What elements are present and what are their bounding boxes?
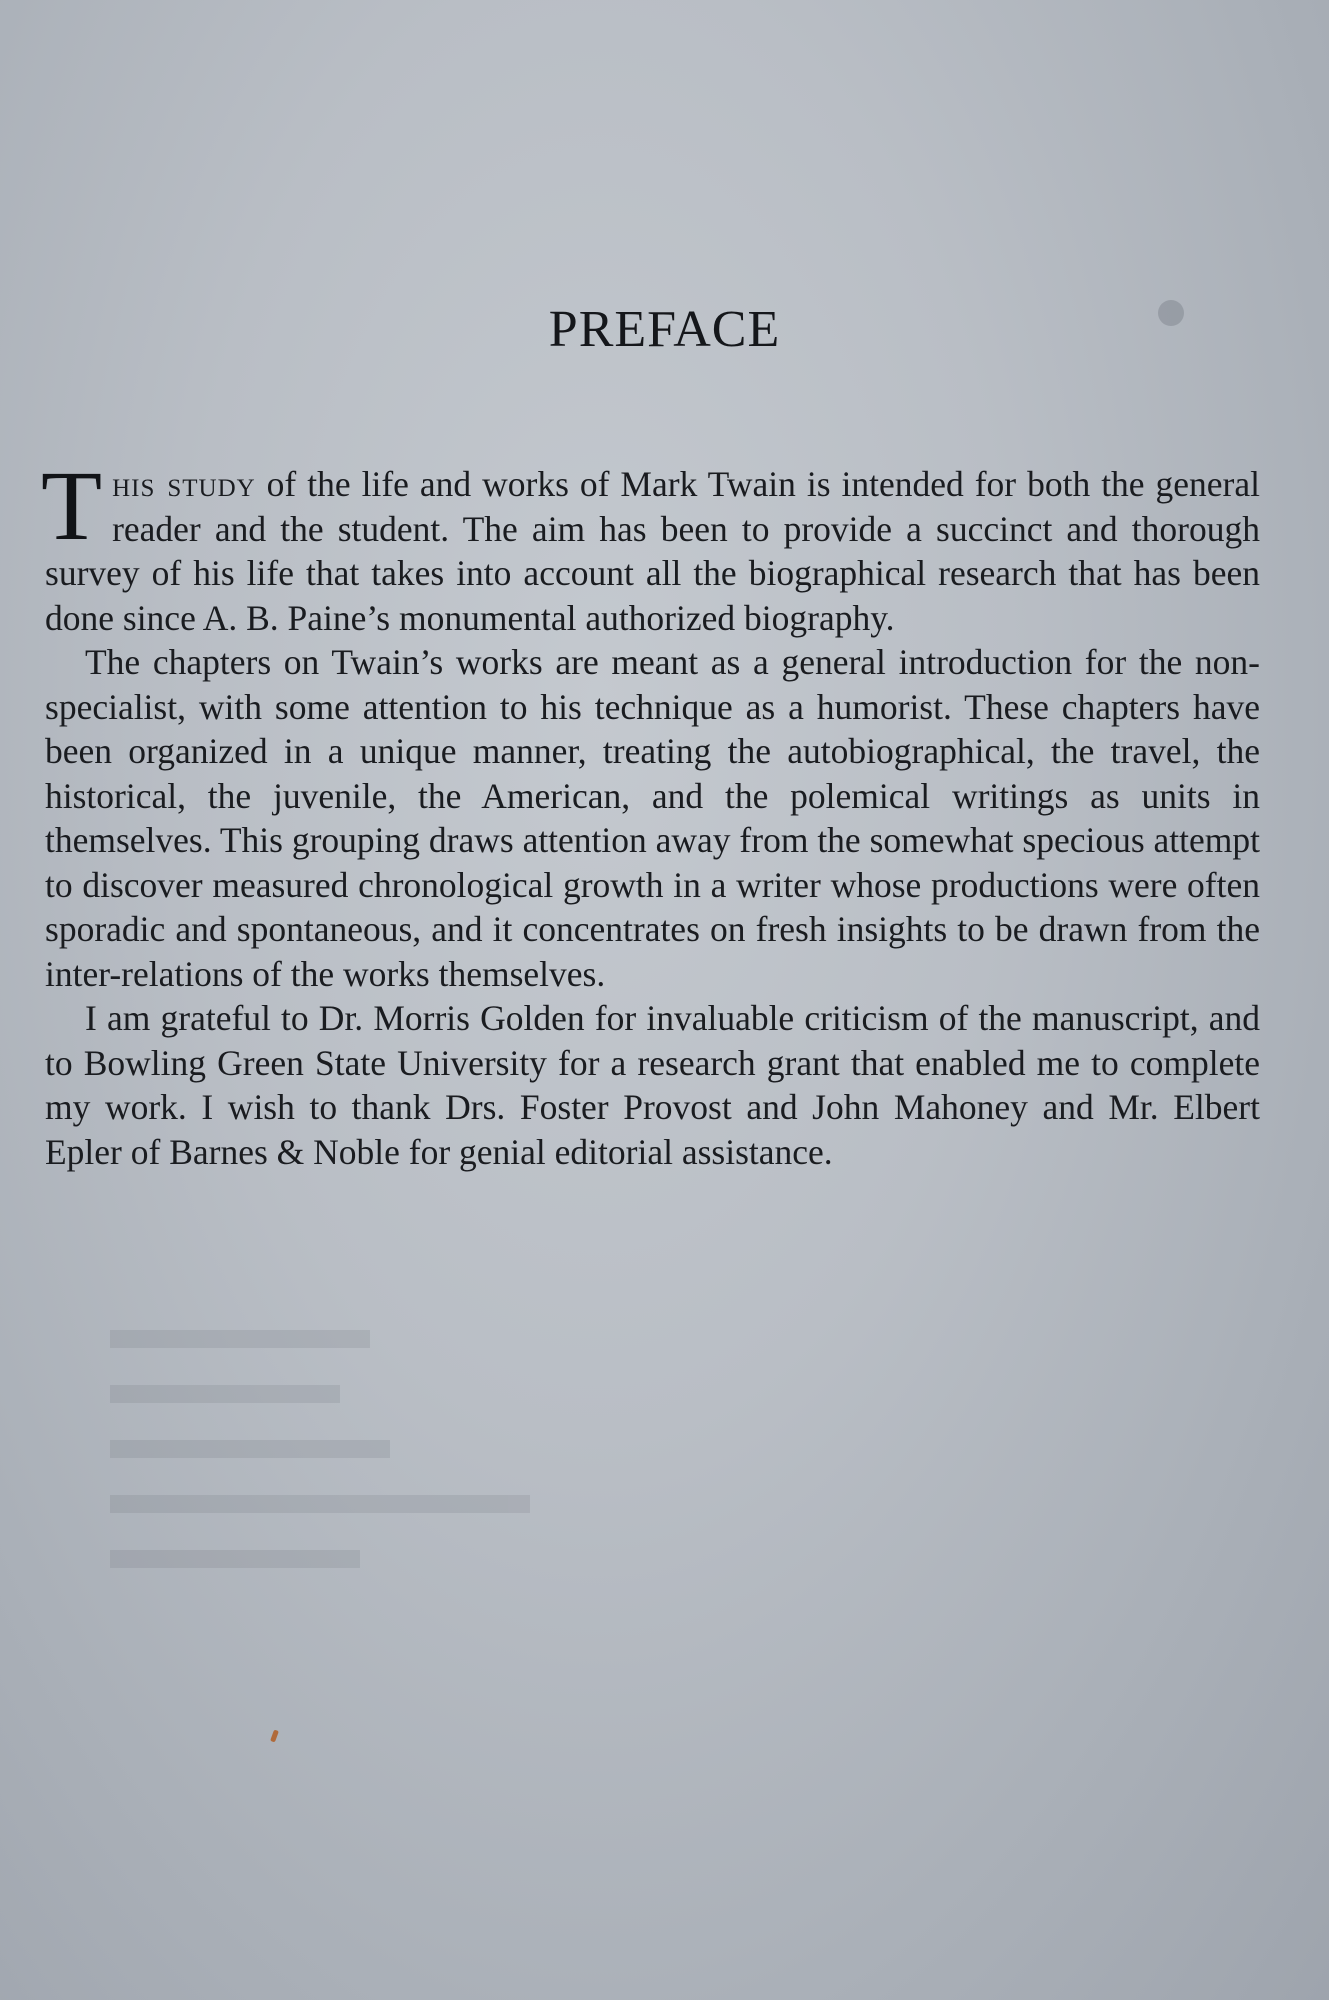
paragraph-2: The chapters on Twain’s works are meant as a general introduction for the non-specialist, with some attention to his technique as a humorist. These chapters have been organized in a unique manner, treating the autobiographical, the travel, the historical, the juvenile, the American, and the polemical writings as units in themselves. This grouping draws attention away from the somewhat specious attempt to discover measured chronological growth in a writer whose productions were often sporadic and spontaneous, and it concentrates on fresh insights to be drawn from the inter-relations of the works themselves. [45,642,1260,994]
bleed-line [110,1550,360,1568]
bleed-line [110,1330,370,1348]
bleed-line [110,1440,390,1458]
paper-blemish [270,1730,279,1743]
page-title: PREFACE [548,301,781,358]
preface-body [41,450,1261,1174]
bleed-line [110,1385,340,1403]
bleed-line [110,1495,530,1513]
paragraph-1 [41,450,1261,640]
lead-small-caps: his study [112,464,256,504]
paragraph-3: I am grateful to Dr. Morris Golden for invaluable criticism of the manuscript, and to Bowling Green State University for a research grant that enabled me to complete my work. I wish to thank Drs. Foster Provost and John Mahoney and Mr. Elbert Epler of Barnes & Noble for genial editorial assistance. [45,998,1260,1172]
paragraph-1-text: of the life and works of Mark Twain is intended for both the general reader and the student. The aim has been to provide a succinct and thorough survey of his life that takes into account all the biographical research that has been done since A. B. Paine’s monumental authorized biography. [45,464,1261,638]
drop-cap: T [41,450,103,561]
